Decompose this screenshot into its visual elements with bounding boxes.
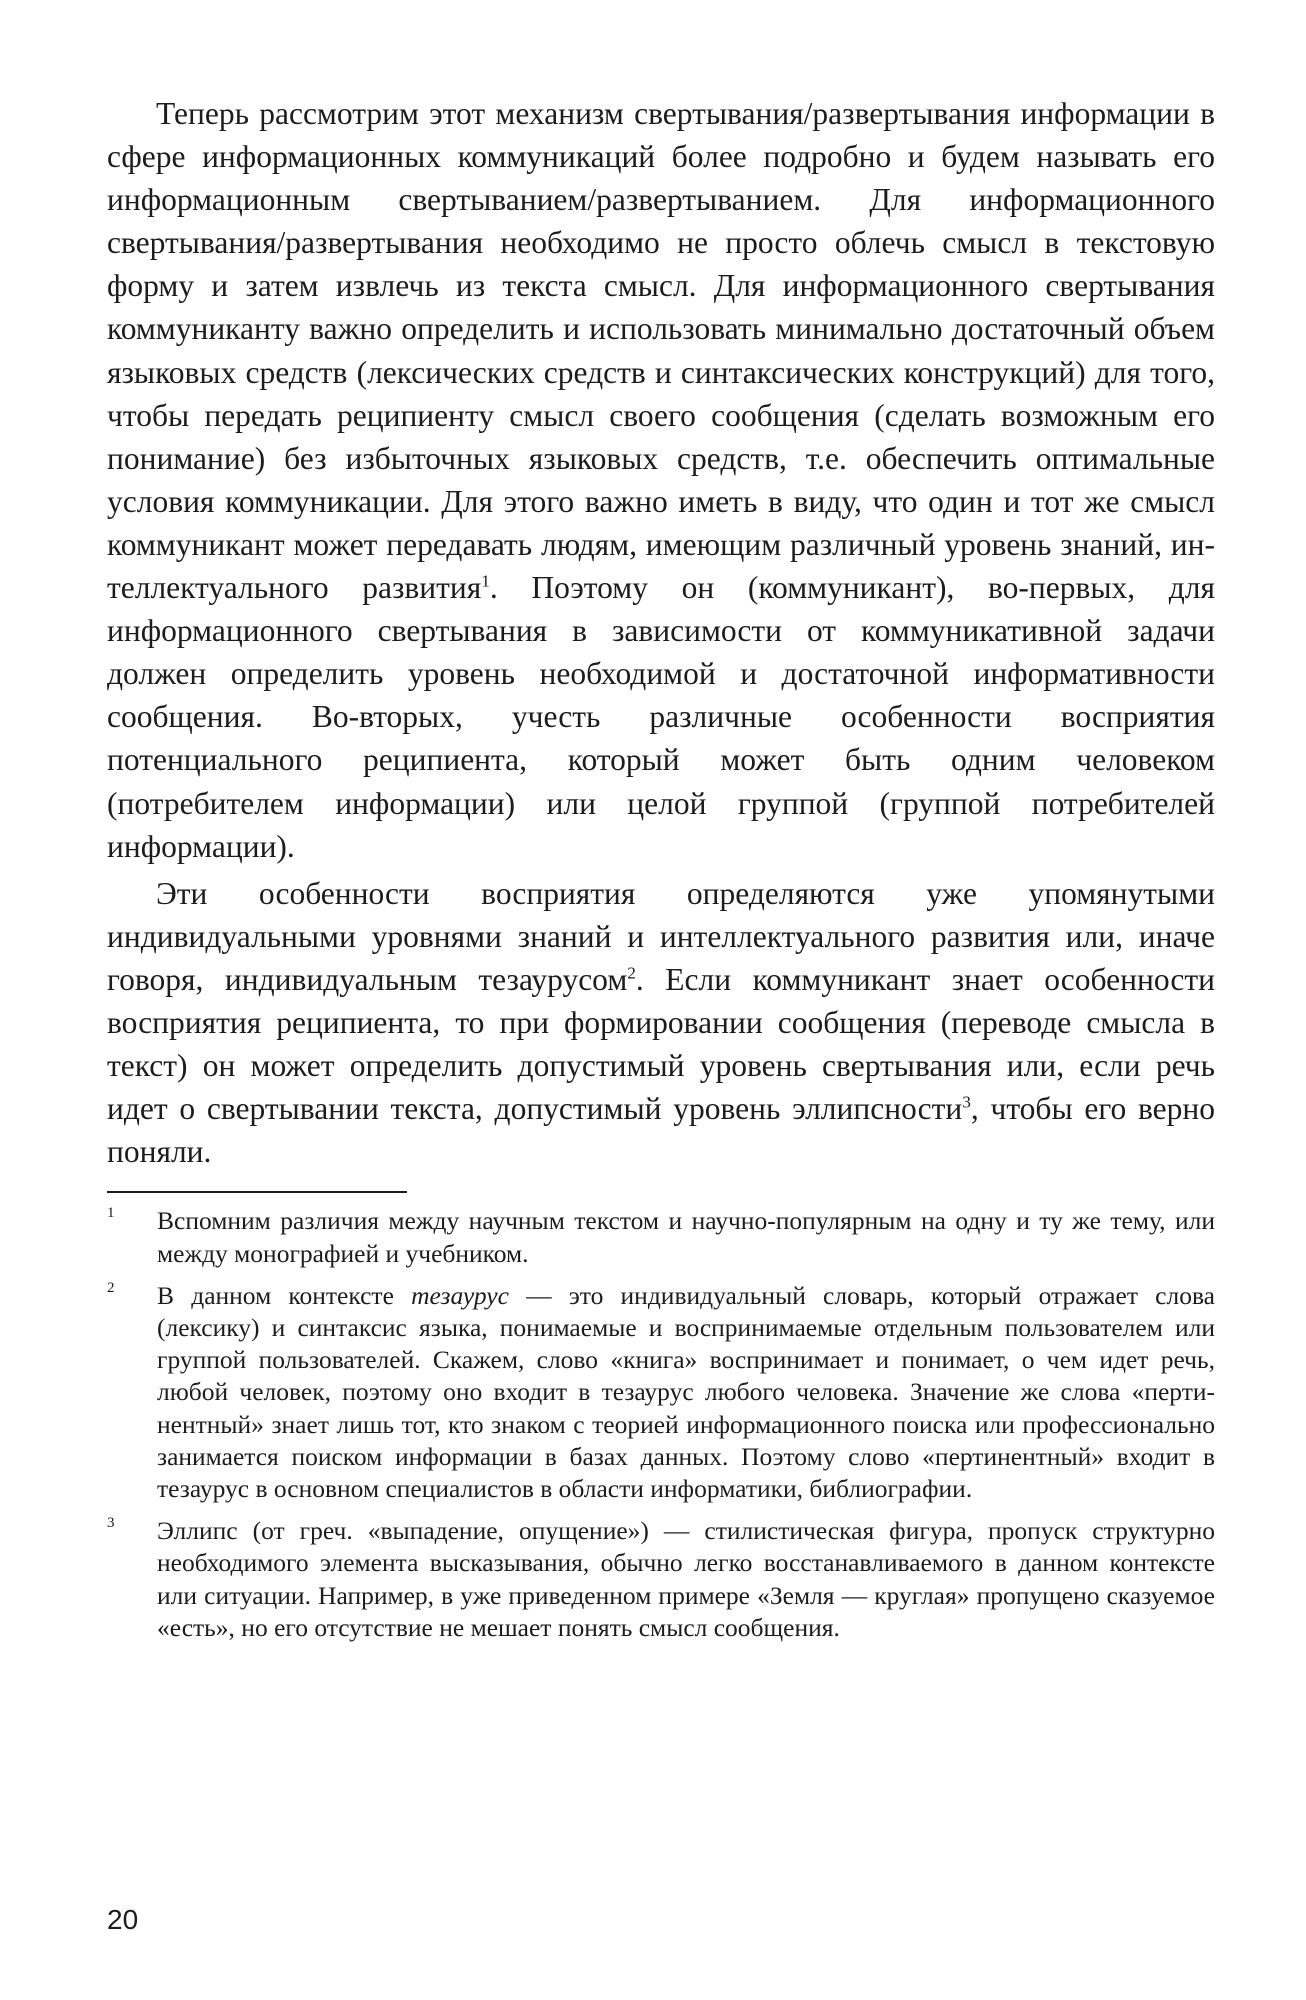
footnote-text-a: В данном контексте [157,1280,412,1310]
paragraph-2-text-c: , чтобы его верно поняли. [107,1091,1215,1170]
footnote-text: Эллипс (от греч. «выпадение, опущение») — стилистическая фигура, пропуск структурно необходимого элемента высказывания, обычно легко восстанавливаемого в данном контексте или ситуации. Например, в уже приведенном примере «Земля — круглая» пропущено сказуемое «есть», но его отсутствие не мешает понять смысл сообщения. [157,1516,1215,1642]
paragraph-1-text-b: . Поэтому он (коммуникант), во-первых, для информационного свертывания в зависимости от коммуникативной задачи должен определить уровень необходимой и достаточной информативности сообщения. Во-вторых, учесть различные особенности восприятия потенциального реципиента, который может быть одним человеком (потребителем информации) или целой группой (группой потребителей информации). [107,570,1215,864]
footnote-2 [107,1280,1215,1505]
footnotes [107,1205,1215,1644]
page-number: 20 [107,1904,139,1935]
footnote-number: 1 [107,1205,115,1222]
footnote-ref-3: 3 [962,1092,971,1112]
footnote-divider [107,1191,407,1193]
footnote-number: 2 [107,1279,115,1296]
footnote-term: тезаурус [411,1280,509,1310]
footnote-text-b: — это индивидуальный словарь, который отражает слова (лексику) и синтаксис языка, понимаемые и воспринимаемые отдельным пользователем или группой пользователей. Скажем, слово «книга» воспринимает и понимает, о чем идет речь, любой человек, поэтому оно входит в тезаурус любого человека. Значение же слова «пертинентный» знает лишь тот, кто знаком с теорией информационного поиска или профессионально занимается поиском информации в базах данных. Поэтому слово «пертинентный» входит в тезаурус в основном специалистов в области информатики, библиографии. [157,1280,1215,1503]
footnote-3 [107,1515,1215,1644]
paragraph-1-text-a: Теперь рассмотрим этот механизм свертывания/развертывания информации в сфере информационных коммуникаций более подробно и будем называть его информационным свертыванием/развертыванием. Для информационного свертывания/развертывания необходимо не просто облечь смысл в текстовую форму и затем извлечь из текста смысл. Для информационного свертывания коммуниканту важно определить и использовать минимально достаточный объем языковых средств (лексических средств и синтаксических конструкций) для того, чтобы передать реципиенту смысл своего сообщения (сделать возможным его понимание) без избыточных языковых средств, т.е. обеспечить оптимальные условия коммуникации. Для этого важно иметь в виду, что один и тот же смысл коммуникант может передавать людям, имеющим различный уровень знаний, интеллектуального развития [107,96,1215,606]
page-content [107,92,1215,1654]
footnote-number: 3 [107,1515,115,1532]
footnote-ref-2: 2 [627,963,636,983]
body-paragraph-1 [107,92,1215,868]
body-paragraph-2 [107,872,1215,1174]
footnote-text: Вспомним различия между научным текстом и научно-популярным на одну и ту же тему, или между монографией и учебником. [157,1206,1215,1268]
footnote-1 [107,1205,1215,1269]
paragraph-2-text-a: Эти особенности восприятия определяются уже упомянутыми индивидуальными уровнями знаний и интеллектуального развития или, иначе говоря, индивидуальным тезаурусом [107,875,1215,997]
footnote-ref-1: 1 [481,571,490,591]
paragraph-2-text-b: . Если коммуникант знает особенности восприятия реципиента, то при формировании сообщения (переводе смысла в текст) он может определить допустимый уровень свертывания или, если речь идет о свертывании текста, допустимый уровень эллипсности [107,961,1215,1127]
